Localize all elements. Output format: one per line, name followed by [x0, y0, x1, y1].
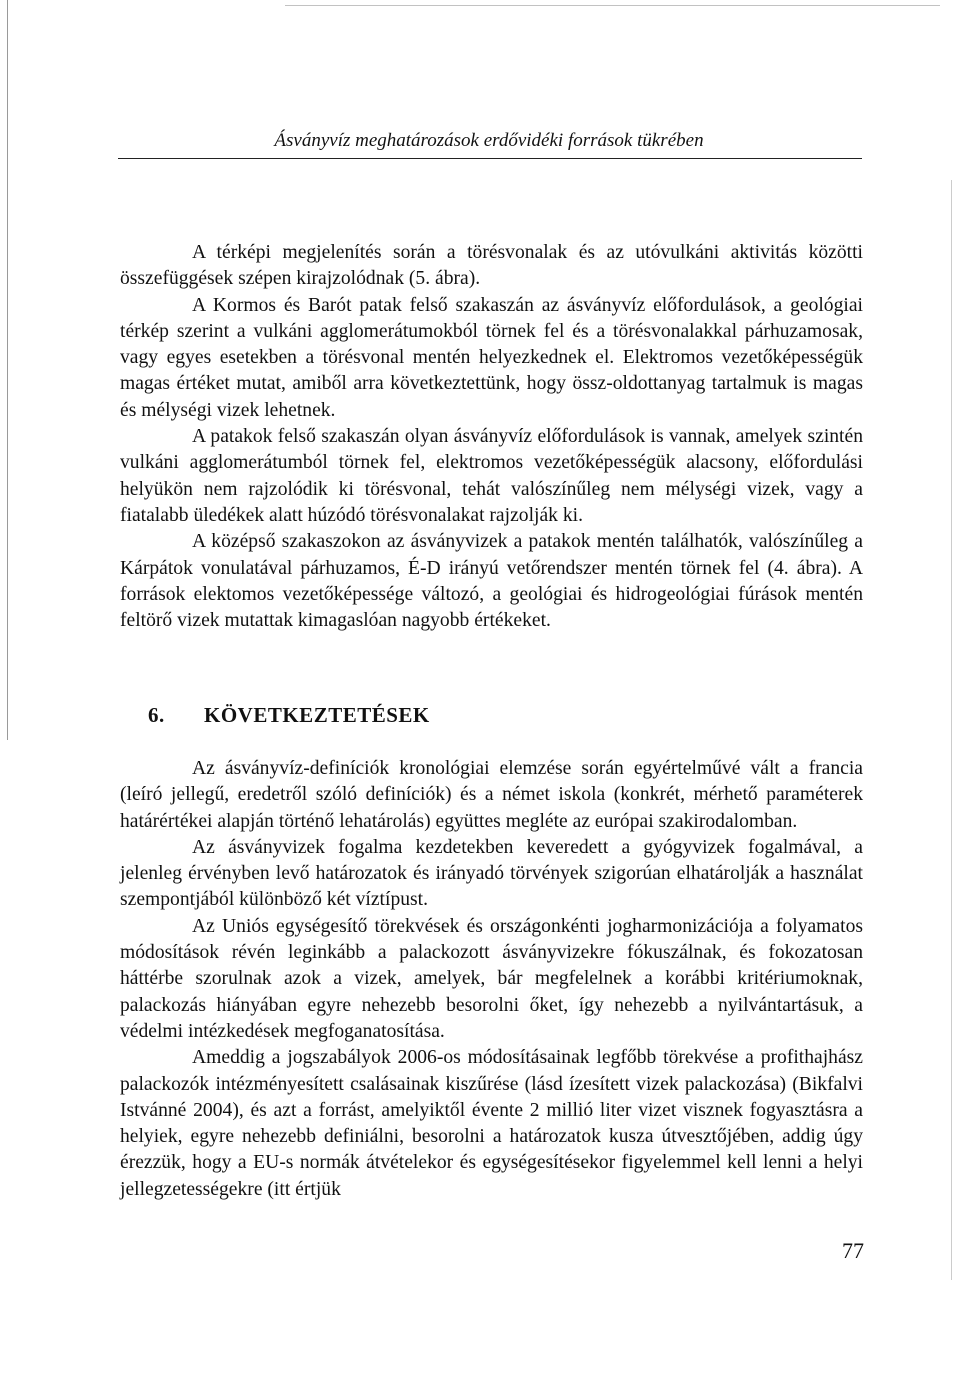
paragraph: Az ásványvizek fogalma kezdetekben keveredett a gyógyvizek fogalmával, a jelenleg érvényben levő határozatok és irányadó törvények szigorúan elhatárolják a használat szempontjából különböző két víztípust.	[120, 836, 863, 911]
header-rule	[118, 158, 862, 159]
page-number: 77	[842, 1238, 864, 1263]
paragraph: A térképi megjelenítés során a törésvonalak és az utóvulkáni aktivitás közötti összefüggések szépen kirajzolódnak (5. ábra).	[120, 242, 863, 290]
scan-line-top	[285, 5, 940, 6]
section-title: KÖVETKEZTETÉSEK	[204, 703, 430, 727]
paragraph: Ameddig a jogszabályok 2006-os módosításainak legfőbb törekvése a profithajhász palackozók intézményesített csalásainak kiszűrése (lásd ízesített vizek palackozása) (Bikfalvi Istvánné 2004), és azt a forrást, amelyiktől évente 2 millió liter vizet visznek fogyasztásra a helyiek, egyre nehezebb definiálni, besorolni a határozatok kusza útvesztőjében, addig úgy érezzük, hogy a EU-s normák átvételekor és egységesítésekor figyelemmel kell lenni a helyi jellegzetességekre (itt értjük	[120, 1047, 863, 1200]
body-text-after-heading	[120, 756, 863, 1203]
section-heading	[148, 702, 430, 728]
paragraph: Az ásványvíz-definíciók kronológiai elemzése során egyértelművé vált a francia (leíró jellegű, eredetről szóló definíciók) és a német iskola (konkrét, mérhető paraméterek határértékei alapján történő lehatárolás) együttes megléte az európai szakirodalomban.	[120, 758, 863, 832]
paragraph: Az Uniós egységesítő törekvések és országonkénti jogharmonizációja a folyamatos módosítások révén leginkább a palackozott ásványvizekre fókuszálnak, és fokozatosan háttérbe szorulnak azok a vizek, amelyek, bár megfelelnek a korábbi kritériumoknak, palackozás hiányában egyre nehezebb besorolni őket, így nehezebb a nyilvántartásuk, a védelmi intézkedések megfoganatosítása.	[120, 915, 863, 1042]
scan-line-left	[7, 0, 8, 740]
paragraph: A patakok felső szakaszán olyan ásványvíz előfordulások is vannak, amelyek szintén vulkáni agglomerátumból törnek fel, elektromos vezetőképességük alacsony, előfordulási helyükön nem rajzolódik ki törésvonal, tehát valószínűleg nem mélységi vizek, vagy a fiatalabb üledékek alatt húzódó törésvonalakat rajzolják ki.	[120, 426, 863, 526]
section-number: 6.	[148, 703, 165, 727]
paragraph: A középső szakaszokon az ásványvizek a patakok mentén találhatók, valószínűleg a Kárpátok vonulatával párhuzamos, É-D irányú vetőrendszer mentén törnek fel (4. ábra). A források elektomos vezetőképessége változó, a geológiai és hidrogeológiai fúrások mentén feltörő vizek mutattak kimagaslóan nagyobb értékeket.	[120, 531, 863, 632]
body-text-before-heading	[120, 240, 863, 634]
running-header: Ásványvíz meghatározások erdővidéki források tükrében	[274, 130, 704, 151]
scan-line-right	[951, 180, 952, 1280]
paragraph: A Kormos és Barót patak felső szakaszán az ásványvíz előfordulások, a geológiai térkép szerint a vulkáni agglomerátumokból törnek fel és a törésvonalakkal párhuzamosak, vagy egyes esetekben a törésvonal mentén helyezkednek el. Elektromos vezetőképességük magas értéket mutat, amiből arra következtettünk, hogy össz-oldottanyag tartalmuk is magas és mélységi vizek lehetnek.	[120, 294, 863, 421]
